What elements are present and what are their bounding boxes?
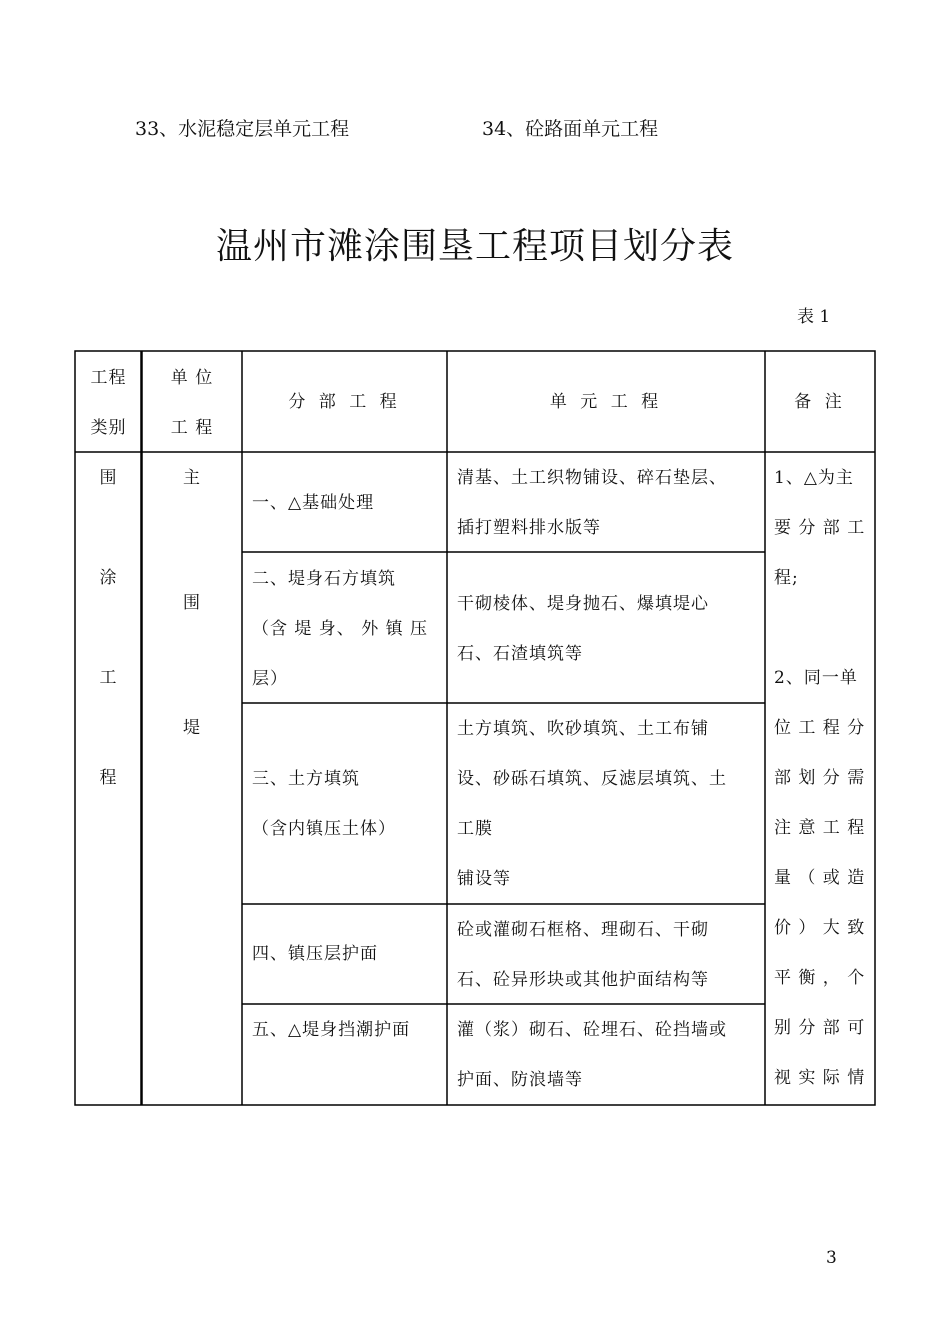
- page-number: 3: [826, 1248, 837, 1268]
- header-element: 单 元 工 程: [549, 392, 663, 412]
- category-column: 围 涂 工 程: [99, 468, 118, 788]
- division-row-3: 三、土方填筑 （含内镇压土体）: [252, 769, 396, 839]
- element-row-5: 灌（浆）砌石、砼埋石、砼挡墙或 护面、防浪墙等: [457, 1020, 727, 1090]
- header-remark: 备 注: [794, 392, 846, 412]
- page-title: 温州市滩涂围垦工程项目划分表: [215, 226, 734, 267]
- unit-column: 主 围 堤: [183, 468, 201, 738]
- item-33: 33、水泥稳定层单元工程: [135, 118, 350, 140]
- division-row-1: 一、△基础处理: [252, 493, 375, 513]
- division-row-2: 二、堤身石方填筑 （含 堤 身、 外 镇 压 层）: [252, 569, 429, 689]
- table-number: 表 1: [797, 307, 831, 327]
- element-row-3: 土方填筑、吹砂填筑、土工布铺 设、砂砾石填筑、反滤层填筑、土 工膜 铺设等: [457, 719, 727, 889]
- element-row-2: 干砌棱体、堤身抛石、爆填堤心 石、石渣填筑等: [457, 594, 709, 664]
- item-34: 34、砼路面单元工程: [482, 118, 659, 140]
- element-row-4: 砼或灌砌石框格、理砌石、干砌 石、砼异形块或其他护面结构等: [457, 920, 709, 990]
- header-category: 工程 类别: [90, 368, 127, 438]
- division-row-4: 四、镇压层护面: [252, 944, 378, 964]
- header-unit: 单 位 工 程: [170, 368, 214, 438]
- header-division: 分 部 工 程: [288, 392, 401, 412]
- element-row-1: 清基、土工织物铺设、碎石垫层、 插打塑料排水版等: [457, 468, 727, 538]
- division-row-5: 五、△堤身挡潮护面: [252, 1020, 411, 1040]
- remark-column: 1、△为主 要 分 部 工 程; 2、同一单 位 工 程 分 部 划 分 需 注 意 工 程 量 （ 或 造 价 ） 大 致 平 衡 ， 个 别 分 部 可 视 实 际 情: [774, 468, 866, 1088]
